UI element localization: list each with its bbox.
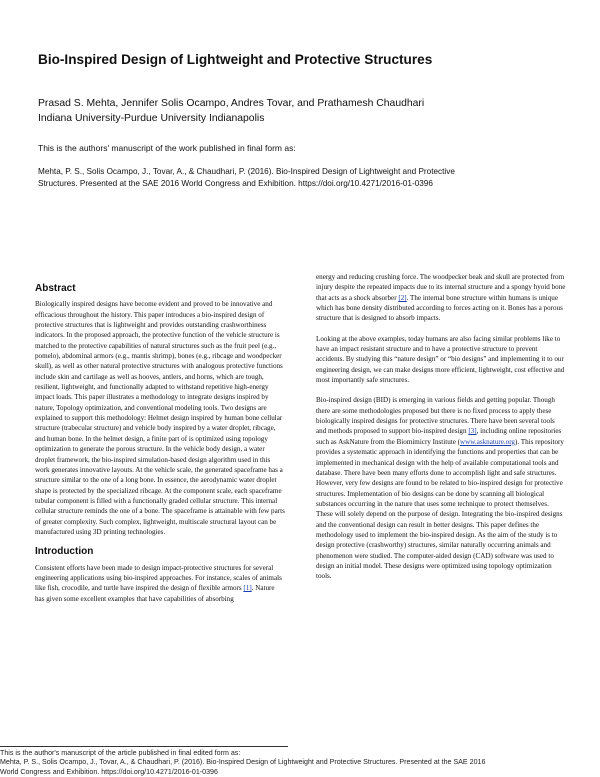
footer-rule bbox=[0, 746, 288, 747]
right-p1-text-b: . The internal bone structure within humans is unique which has bone density distributed according to forces acting on it. Bones has a porous structure that is designed to absorb impacts. bbox=[316, 293, 563, 323]
right-paragraph-3 bbox=[316, 395, 566, 581]
right-p3-text-a: Bio-inspired design (BID) is emerging in various fields and getting popular. Though there are some methodologies proposed but there is no fixed process to apply these biologically inspired designs for protective structures. There have been several tools and methods proposed to support bio-inspired design bbox=[316, 396, 555, 436]
footer-line-3: World Congress and Exhibition. https://doi.org/10.4271/2016-01-0396 bbox=[0, 767, 218, 776]
left-column bbox=[35, 284, 285, 614]
right-p1-text-a: energy and reducing crushing force. The woodpecker beak and skull are protected from injury despite the repeated impacts due to its internal structure and a spongy hyoid bone that acts as a shock absorber bbox=[316, 273, 566, 302]
right-p3-text-b: , including online repositories such as AskNature from the Biomimicry Institute ( bbox=[316, 427, 562, 446]
reference-link-3[interactable]: [3] bbox=[468, 427, 477, 436]
author-list: Prasad S. Mehta, Jennifer Solis Ocampo, Andres Tovar, and Prathamesh Chaudhari bbox=[38, 98, 425, 109]
affiliation: Indiana University-Purdue University Indianapolis bbox=[38, 113, 265, 124]
footer-line-2: Mehta, P. S., Solis Ocampo, J., Tovar, A., & Chaudhari, P. (2016). Bio-Inspired Design of Lightweight and Protective Structures. Presented at the SAE 2016 bbox=[0, 758, 486, 767]
right-p3-text-c: ). This repository provides a systematic approach in identifying the functions and properties that can be implemented in mechanical design with the help of available computational tools and database. There have been many efforts done to accomplish light and safe structures. However, very few designs are found to be related to bio-inspired design for protective structures. Implementation of bio designs can be done by scanning all biological substances occurring in the nature that uses some technique to protect themselves. These will solely depend on the purpose of design. Integrating the bio-inspired designs and the conventional design can result in better designs. This paper defines the methodology used to implement the bio-inspired design. As the aim of the study is to design protective (crashworthy) structures, similar naturally occurring animals and phenomenon were studied. The computer-aided design (CAD) software was used to design an initial model. These designs were optimized using topology optimization tools. bbox=[316, 437, 564, 581]
asknature-link[interactable]: www.asknature.org bbox=[460, 437, 515, 446]
intro-text-b: . Nature has given some excellent examples that have capabilities of absorbing bbox=[35, 584, 275, 603]
citation-line-1: Mehta, P. S., Solis Ocampo, J., Tovar, A., & Chaudhari, P. (2016). Bio-Inspired Design of Lightweight and Protective bbox=[38, 167, 455, 176]
abstract-heading: Abstract bbox=[35, 283, 76, 294]
citation-line-2: Structures. Presented at the SAE 2016 World Congress and Exhibition. https://doi.org/10.4271/2016-01-0396 bbox=[38, 179, 433, 188]
right-column bbox=[316, 272, 566, 592]
footer-line-1: This is the author's manuscript of the article published in final edited form as: bbox=[0, 749, 241, 757]
intro-text-a: Consistent efforts have been made to design impact-protective structures for several engineering applications using bio-inspired approaches. For instance, scales of animals like fish, crocodile, and turtle have inspired the design of flexible armors bbox=[35, 563, 282, 593]
abstract-text: Biologically inspired designs have become evident and proved to be innovative and efficacious throughout the history. This paper introduces a bio-inspired design of protective structures that is lightweight and provides outstanding crashworthiness indicators. In the proposed approach, the protective function of the vehicle structure is matched to the protective capabilities of natural structures such as the fruit peel (e.g., pomelo), abdominal armors (e.g., mantis shrimp), bones (e.g., ribcage and woodpecker skull), as well as other natural protective structures with analogous protective functions include skin and cartilage as well as hooves, antlers, and horns, which are tough, resilient, lightweight, and functionally adapted to withstand repetitive high-energy impact loads. This paper illustrates a methodology to integrate designs inspired by nature, Topology optimization, and conventional modeling tools. Two designs are explained to support this methodology: Helmet design inspired by human bone cellular structure (trabecular structure) and vehicle body inspired by a water droplet, ribcage, and human bone. In the helmet design, a finite part of is optimized using topology optimization to generate the porous structure. In the vehicle body design, a water droplet framework, the bio-inspired simulation-based design algorithm used in this work generates innovative layouts. At the vehicle scale, the generated spaceframe has a structure similar to the one of a long bone. In essence, the aerodynamic water droplet shape is protected by the specialized ribcage. At the component scale, each spaceframe tubular component is filled with a functionally graded cellular structure. This internal cellular structure reminds the one of a bone. The spaceframe is attainable with few parts of greater complexity. Such complex, lightweight, multiscale structural layout can be manufactured using 3D printing technologies. bbox=[35, 300, 285, 536]
citation-block bbox=[38, 166, 558, 190]
manuscript-note: This is the authors' manuscript of the work published in final form as: bbox=[38, 143, 296, 153]
right-paragraph-1 bbox=[316, 272, 566, 324]
paper-title: Bio-Inspired Design of Lightweight and Protective Structures bbox=[38, 52, 433, 67]
introduction-heading: Introduction bbox=[35, 546, 94, 558]
right-paragraph-2: Looking at the above examples, today humans are also facing similar problems like to have an impact resistant structure and to have a protective structure to prevent accidents. By studying this “nature design” or “bio designs” and implementing it to our engineering design, we can make designs more efficient, lightweight, cost effective and most importantly safe structures. bbox=[316, 334, 565, 385]
reference-link-1[interactable]: [1] bbox=[243, 584, 252, 593]
reference-link-2[interactable]: [2] bbox=[398, 293, 407, 302]
introduction-paragraph bbox=[35, 563, 285, 604]
page-footer bbox=[0, 749, 596, 777]
author-block bbox=[38, 96, 578, 126]
